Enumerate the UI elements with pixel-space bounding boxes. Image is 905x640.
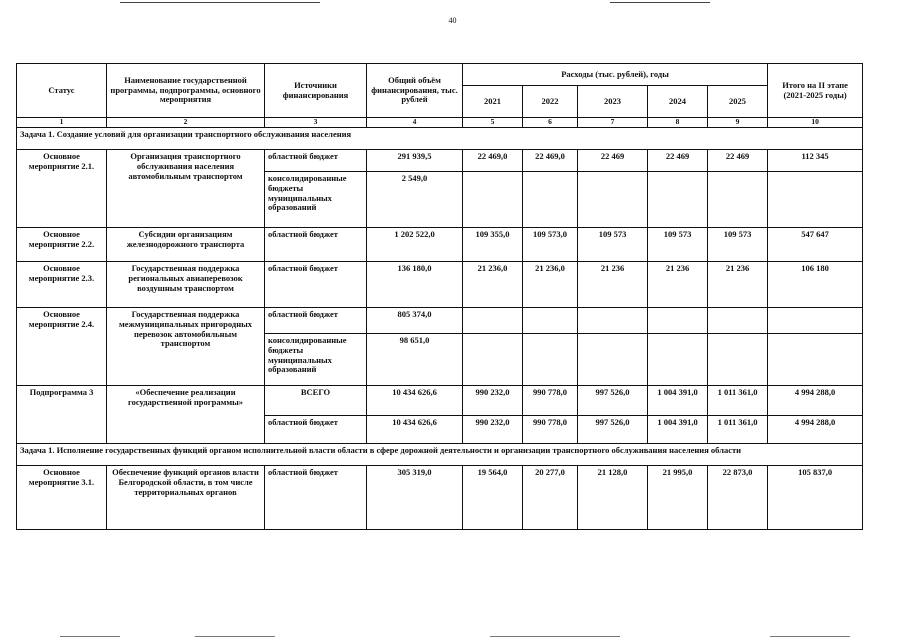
table-row: [17, 308, 863, 334]
row-year-value: [578, 172, 648, 228]
header-expenses: Расходы (тыс. рублей), годы: [463, 64, 768, 86]
task-title: Задача 1. Исполнение государственных функций органом исполнительной власти области в сфере дорожной деятельности и организации транспортного обслуживания населения области: [17, 444, 863, 466]
row-source: областной бюджет: [265, 262, 367, 308]
header-sources: Источники финансирования: [265, 64, 367, 118]
row-status: Основное мероприятие 2.3.: [17, 262, 107, 308]
row-name: Организация транспортного обслуживания населения автомобильным транспортом: [107, 150, 265, 228]
header-row-1: [17, 64, 863, 86]
row-year-value: [708, 172, 768, 228]
task-row: [17, 444, 863, 466]
table-body: [17, 64, 863, 530]
header-year: 2023: [578, 86, 648, 118]
header-total: Общий объём финансирования, тыс. рублей: [367, 64, 463, 118]
task-row: [17, 128, 863, 150]
row-year-value: 21 128,0: [578, 466, 648, 530]
row-year-value: [523, 172, 578, 228]
row-total: 805 374,0: [367, 308, 463, 334]
row-final: 4 994 288,0: [768, 386, 863, 416]
row-source: областной бюджет: [265, 150, 367, 172]
row-total: 305 319,0: [367, 466, 463, 530]
header-final: Итого на II этапе (2021-2025 годы): [768, 64, 863, 118]
row-final: [768, 172, 863, 228]
header-year: 2024: [648, 86, 708, 118]
row-year-value: 22 469,0: [523, 150, 578, 172]
row-year-value: 990 778,0: [523, 416, 578, 444]
row-total: 10 434 626,6: [367, 416, 463, 444]
row-year-value: 22 469: [648, 150, 708, 172]
financing-table: [16, 63, 863, 530]
row-year-value: 109 573: [648, 228, 708, 262]
table-row: [17, 386, 863, 416]
row-source: областной бюджет: [265, 466, 367, 530]
row-year-value: 990 778,0: [523, 386, 578, 416]
row-final: [768, 334, 863, 386]
row-year-value: 990 232,0: [463, 416, 523, 444]
scan-edge-bottom-1: [60, 636, 120, 637]
row-year-value: 109 573,0: [523, 228, 578, 262]
column-number: 6: [523, 118, 578, 128]
row-total: 98 651,0: [367, 334, 463, 386]
row-year-value: 1 004 391,0: [648, 416, 708, 444]
scan-edge-bottom-4: [770, 636, 850, 637]
row-source: областной бюджет: [265, 228, 367, 262]
row-year-value: 21 236,0: [523, 262, 578, 308]
row-total: 10 434 626,6: [367, 386, 463, 416]
column-number: 9: [708, 118, 768, 128]
row-year-value: 21 236: [708, 262, 768, 308]
scan-edge-bottom-3: [490, 636, 620, 637]
row-year-value: [648, 334, 708, 386]
table-row: [17, 150, 863, 172]
row-status: Основное мероприятие 2.1.: [17, 150, 107, 228]
row-year-value: [523, 308, 578, 334]
page-number: 40: [448, 16, 457, 25]
scan-edge-top-left: [120, 2, 320, 3]
header-name: Наименование государственной программы, подпрограммы, основного мероприятия: [107, 64, 265, 118]
row-final: 106 180: [768, 262, 863, 308]
row-year-value: 109 355,0: [463, 228, 523, 262]
header-status: Статус: [17, 64, 107, 118]
header-year: 2025: [708, 86, 768, 118]
row-year-value: 990 232,0: [463, 386, 523, 416]
row-year-value: [463, 334, 523, 386]
row-name: «Обеспечение реализации государственной программы»: [107, 386, 265, 444]
row-name: Государственная поддержка региональных авиаперевозок воздушным транспортом: [107, 262, 265, 308]
row-year-value: [708, 334, 768, 386]
row-final: 105 837,0: [768, 466, 863, 530]
column-number-row: [17, 118, 863, 128]
row-year-value: 1 004 391,0: [648, 386, 708, 416]
row-year-value: [578, 334, 648, 386]
row-year-value: [463, 308, 523, 334]
row-name: Государственная поддержка межмуниципальных пригородных перевозок автомобильным транспортом: [107, 308, 265, 386]
row-year-value: 109 573: [708, 228, 768, 262]
column-number: 1: [17, 118, 107, 128]
scan-edge-bottom-2: [195, 636, 275, 637]
row-final: [768, 308, 863, 334]
row-year-value: 22 469,0: [463, 150, 523, 172]
row-total: 2 549,0: [367, 172, 463, 228]
header-year: 2021: [463, 86, 523, 118]
row-year-value: 1 011 361,0: [708, 386, 768, 416]
column-number: 10: [768, 118, 863, 128]
row-year-value: 22 469: [578, 150, 648, 172]
column-number: 4: [367, 118, 463, 128]
row-year-value: 21 995,0: [648, 466, 708, 530]
row-total: 291 939,5: [367, 150, 463, 172]
row-year-value: 997 526,0: [578, 416, 648, 444]
row-year-value: [463, 172, 523, 228]
task-title: Задача 1. Создание условий для организации транспортного обслуживания населения: [17, 128, 863, 150]
column-number: 8: [648, 118, 708, 128]
column-number: 7: [578, 118, 648, 128]
row-status: Основное мероприятие 3.1.: [17, 466, 107, 530]
row-year-value: [648, 172, 708, 228]
scan-edge-top-right: [610, 2, 710, 3]
row-source: областной бюджет: [265, 416, 367, 444]
row-year-value: [578, 308, 648, 334]
row-source: ВСЕГО: [265, 386, 367, 416]
row-status: Основное мероприятие 2.2.: [17, 228, 107, 262]
row-year-value: 21 236: [578, 262, 648, 308]
row-total: 136 180,0: [367, 262, 463, 308]
table-row: [17, 262, 863, 308]
row-status: Основное мероприятие 2.4.: [17, 308, 107, 386]
row-total: 1 202 522,0: [367, 228, 463, 262]
column-number: 3: [265, 118, 367, 128]
header-year: 2022: [523, 86, 578, 118]
row-year-value: 21 236: [648, 262, 708, 308]
column-number: 2: [107, 118, 265, 128]
row-year-value: 21 236,0: [463, 262, 523, 308]
row-year-value: 1 011 361,0: [708, 416, 768, 444]
table-row: [17, 466, 863, 530]
row-year-value: [708, 308, 768, 334]
row-year-value: 22 873,0: [708, 466, 768, 530]
row-source: консолидированные бюджеты муниципальных образований: [265, 172, 367, 228]
row-final: 4 994 288,0: [768, 416, 863, 444]
row-name: Субсидии организациям железнодорожного транспорта: [107, 228, 265, 262]
row-status: Подпрограмма 3: [17, 386, 107, 444]
row-year-value: 997 526,0: [578, 386, 648, 416]
row-year-value: 109 573: [578, 228, 648, 262]
column-number: 5: [463, 118, 523, 128]
table-row: [17, 228, 863, 262]
row-year-value: [648, 308, 708, 334]
row-final: 547 647: [768, 228, 863, 262]
row-name: Обеспечение функций органов власти Белгородской области, в том числе территориальных органов: [107, 466, 265, 530]
row-year-value: [523, 334, 578, 386]
row-source: областной бюджет: [265, 308, 367, 334]
row-source: консолидированные бюджеты муниципальных образований: [265, 334, 367, 386]
row-final: 112 345: [768, 150, 863, 172]
row-year-value: 19 564,0: [463, 466, 523, 530]
row-year-value: 22 469: [708, 150, 768, 172]
row-year-value: 20 277,0: [523, 466, 578, 530]
